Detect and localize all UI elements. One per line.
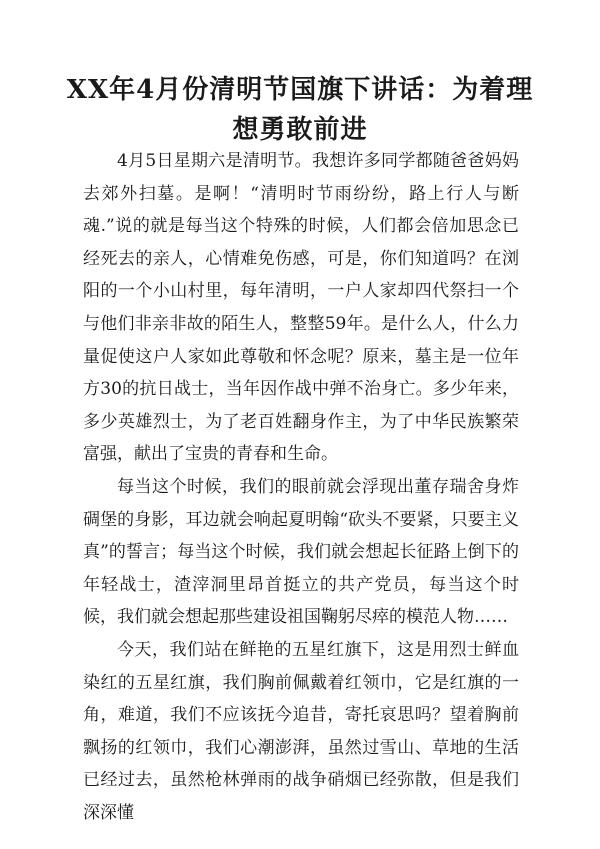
document-title: XX年4月份清明节国旗下讲话：为着理想勇敢前进 — [66, 75, 534, 145]
paragraph-2: 每当这个时候，我们的眼前就会浮现出董存瑞舍身炸碉堡的身影，耳边就会响起夏明翰“砍头不要紧，只要主义真”的誓言；每当这个时候，我们就会想起长征路上倒下的年轻战士，渣滓洞里昂首挺立的共产党员，每当这个时候，我们就会想起那些建设祖国鞠躬尽瘁的模范人物…… — [83, 476, 519, 628]
paragraph-1: 4月5日星期六是清明节。我想许多同学都随爸爸妈妈去郊外扫墓。是啊！“清明时节雨纷纷，路上行人与断魂.”说的就是每当这个特殊的时候，人们都会倍加思念已经死去的亲人，心情难免伤感，可是，你们知道吗？在浏阳的一个小山村里，每年清明，一户人家却四代祭扫一个与他们非亲非故的陌生人，整整59年。是什么人，什么力量促使这户人家如此尊敬和怀念呢？原来，墓主是一位年方30的抗日战士，当年因作战中弹不治身亡。多少年来，多少英雄烈士，为了老百姓翻身作主，为了中华民族繁荣富强，献出了宝贵的青春和生命。 — [83, 151, 519, 465]
document-body — [83, 145, 519, 829]
paragraph-3: 今天，我们站在鲜艳的五星红旗下，这是用烈士鲜血染红的五星红旗，我们胸前佩戴着红领巾，它是红旗的一角，难道，我们不应该抚今追昔，寄托哀思吗？望着胸前飘扬的红领巾，我们心潮澎湃，虽然过雪山、草地的生活已经过去，虽然枪林弹雨的战争硝烟已经弥散，但是我们深深懂 — [83, 639, 519, 823]
